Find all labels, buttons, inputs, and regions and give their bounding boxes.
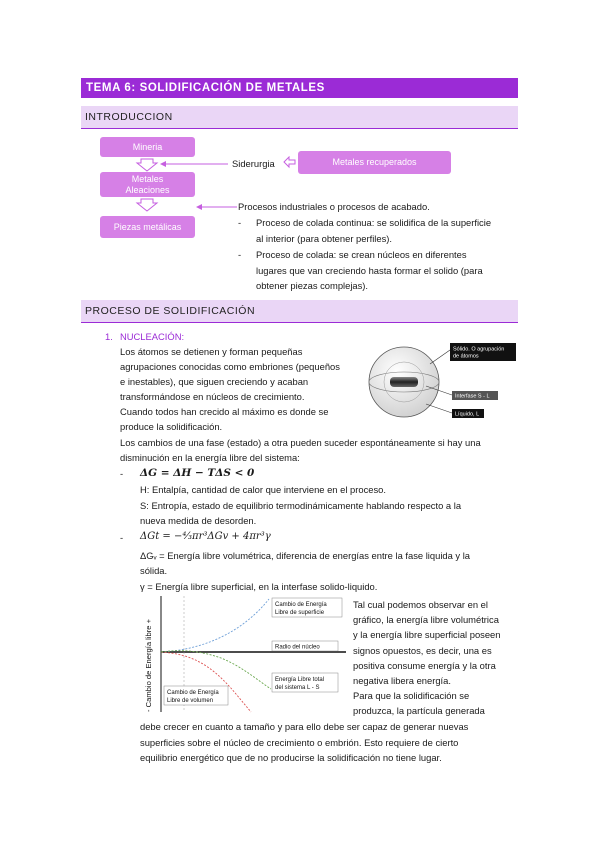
- energy-intro-line1: Los cambios de una fase (estado) a otra pueden suceder espontáneamente si hay una: [120, 437, 481, 448]
- label-siderurgia: Siderurgia: [232, 158, 275, 169]
- box-metales-line1: Metales: [131, 173, 164, 184]
- entropy-definition-line1: S: Entropía, estado de equilibrio termodinámicamente hablando respecto a la: [140, 500, 462, 511]
- arrow-left-outline-icon: [283, 156, 297, 170]
- label-surface-line1: Cambio de Energía: [275, 602, 327, 608]
- right-paragraph-line: negativa libera energía.: [353, 675, 451, 686]
- label-radius: Radio del núcleo: [275, 644, 320, 651]
- bottom-paragraph-line: superficies sobre el núcleo de crecimiento o embrión. Esto requiere de cierto: [140, 737, 459, 748]
- label-liquid: Líquido, L: [455, 411, 480, 418]
- nucleus-figure: [368, 342, 518, 422]
- bullet-dash: -: [120, 532, 124, 543]
- label-interfase: Interfase S - L: [455, 393, 490, 400]
- right-paragraph-line: y la energía libre superficial poseen: [353, 629, 501, 640]
- bullet2-line3: obtener piezas complejas).: [256, 280, 369, 291]
- energy-intro-line2: disminución en la energía libre del sistema:: [120, 452, 300, 463]
- surface-energy-curve: [161, 599, 269, 652]
- equation-gibbs: ΔG = ΔH − TΔS < 0: [140, 467, 255, 479]
- nucleation-paragraph-line: Los átomos se detienen y forman pequeñas: [120, 346, 303, 357]
- right-paragraph-line: positiva consume energía y la otra: [353, 660, 496, 671]
- processes-title: Procesos industriales o procesos de acabado.: [238, 201, 430, 212]
- bullet2-line2: lugares que van creciendo hasta formar el solido (para: [256, 265, 483, 276]
- box-metales-line2: Aleaciones: [125, 184, 170, 195]
- section-heading-solidificacion: PROCESO DE SOLIDIFICACIÓN: [81, 300, 518, 322]
- gv-definition-line2: sólida.: [140, 565, 168, 576]
- label-total-line2: del sistema L - S: [275, 685, 320, 691]
- label-volume-line2: Libre de volumen: [167, 698, 214, 704]
- arrow-down-icon: [137, 159, 157, 171]
- nucleation-paragraph-line: transformándose en núcleos de crecimiento.: [120, 391, 305, 402]
- arrow-down-icon: [137, 199, 157, 211]
- gamma-definition: γ = Energía libre superficial, en la interfase solido-liquido.: [140, 581, 378, 592]
- section-heading-intro: INTRODUCCION: [81, 106, 518, 128]
- connector-arrow: [195, 202, 240, 212]
- right-paragraph-line: produzca, la partícula generada: [353, 705, 485, 716]
- leader-line: [430, 350, 450, 364]
- bullet2-line1: Proceso de colada: se crean núcleos en diferentes: [256, 249, 467, 260]
- leader-line: [426, 404, 452, 413]
- bullet-dash: -: [120, 468, 124, 479]
- page-title: TEMA 6: SOLIDIFICACIÓN DE METALES: [81, 78, 518, 98]
- box-mineria: Mineria: [100, 137, 195, 157]
- right-paragraph-line: signos opuestos, es decir, una es: [353, 645, 492, 656]
- bullet-dash: -: [238, 249, 242, 260]
- enthalpy-definition: H: Entalpía, cantidad de calor que interviene en el proceso.: [140, 484, 386, 495]
- bullet1-line1: Proceso de colada continua: se solidifica de la superficie: [256, 217, 492, 228]
- right-paragraph-line: Tal cual podemos observar en el: [353, 599, 488, 610]
- nucleation-paragraph-line: Cuando todos han crecido al máximo es donde se: [120, 406, 329, 417]
- nucleation-paragraph-line: agrupaciones conocidas como embriones (pequeños: [120, 361, 340, 372]
- bullet-dash: -: [238, 217, 242, 228]
- label-solid-2: de átomos: [453, 353, 479, 360]
- arrow-left-icon: [160, 161, 166, 167]
- label-total-line1: Energía Libre total: [275, 677, 325, 683]
- total-energy-curve: [161, 651, 271, 689]
- item-title-nucleacion: NUCLEACIÓN:: [120, 331, 185, 342]
- bottom-paragraph-line: debe crecer en cuanto a tamaño y para ello debe ser capaz de generar nuevas: [140, 721, 469, 732]
- section-divider: [81, 128, 518, 129]
- entropy-definition-line2: nueva medida de desorden.: [140, 515, 257, 526]
- energy-chart: [141, 594, 347, 714]
- bottom-paragraph-line: equilibrio energético que de no producirse la solidificación no tiene lugar.: [140, 752, 442, 763]
- right-paragraph-line: Para que la solidificación se: [353, 690, 470, 701]
- item-number: 1.: [105, 331, 113, 342]
- label-surface-line2: Libre de superficie: [275, 610, 325, 616]
- section-divider: [81, 322, 518, 323]
- label-volume-line1: Cambio de Energía: [167, 690, 219, 696]
- box-recuperados: Metales recuperados: [298, 151, 451, 174]
- equation-total-energy: ΔGt = −⁴⁄₃πr³ΔGv + 4πr³γ: [140, 531, 271, 542]
- bullet1-line2: al interior (para obtener perfiles).: [256, 233, 393, 244]
- nucleation-paragraph-line: e inestables), que siguen creciendo y acaban: [120, 376, 309, 387]
- nucleation-paragraph-line: produce la solidificación.: [120, 421, 223, 432]
- chart-ylabel: - Cambio de Energía libre +: [144, 618, 153, 712]
- label-solid: Sólido. O agrupación: [453, 346, 505, 353]
- arrow-left-icon: [196, 204, 202, 210]
- box-piezas: Piezas metálicas: [100, 216, 195, 238]
- solid-core: [390, 377, 418, 387]
- right-paragraph-line: gráfico, la energía libre volumétrica: [353, 614, 499, 625]
- gv-definition-line1: ΔGᵥ = Energía libre volumétrica, diferencia de energías entre la fase liquida y la: [140, 550, 471, 561]
